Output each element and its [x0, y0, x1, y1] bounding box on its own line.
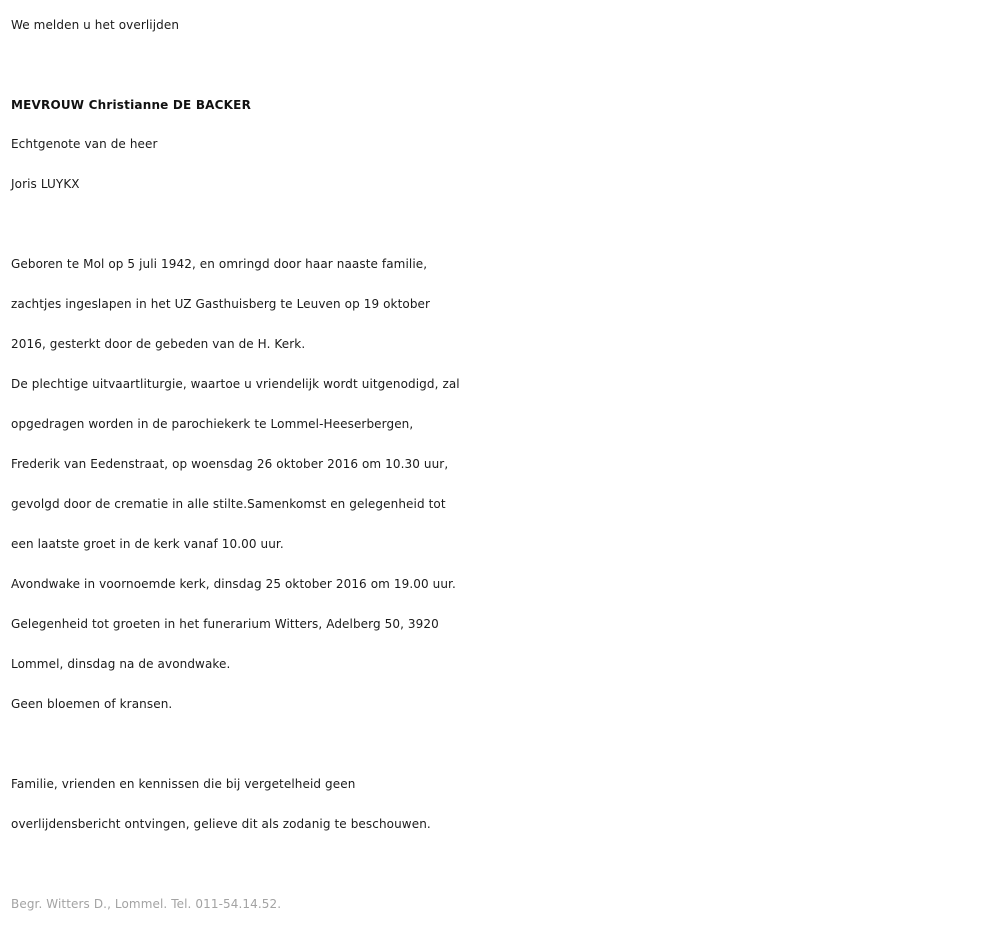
body-line: Frederik van Eedenstraat, op woensdag 26 oktober 2016 om 10.30 uur,	[11, 457, 449, 471]
closing-line: Familie, vrienden en kennissen die bij vergetelheid geen	[11, 777, 356, 791]
notice-body	[11, 244, 996, 724]
spouse-block	[11, 124, 996, 204]
undertaker-footer: Begr. Witters D., Lommel. Tel. 011-54.14.52.	[11, 897, 282, 911]
spacer	[11, 844, 996, 884]
closing-block	[11, 764, 996, 844]
closing-line: overlijdensbericht ontvingen, gelieve dit als zodanig te beschouwen.	[11, 817, 431, 831]
spacer	[11, 724, 996, 764]
body-line: Lommel, dinsdag na de avondwake.	[11, 657, 231, 671]
body-line: opgedragen worden in de parochiekerk te Lommel-Heeserbergen,	[11, 417, 414, 431]
spacer	[11, 204, 996, 244]
intro-text: We melden u het overlijden	[11, 18, 180, 32]
body-line: Gelegenheid tot groeten in het funerarium Witters, Adelberg 50, 3920	[11, 617, 439, 631]
spouse-line: Joris LUYKX	[11, 177, 80, 191]
body-line: gevolgd door de crematie in alle stilte.Samenkomst en gelegenheid tot	[11, 497, 446, 511]
body-line: 2016, gesterkt door de gebeden van de H. Kerk.	[11, 337, 306, 351]
spouse-line: Echtgenote van de heer	[11, 137, 158, 151]
deceased-name: MEVROUW Christianne DE BACKER	[11, 98, 252, 112]
body-line: Geboren te Mol op 5 juli 1942, en omringd door haar naaste familie,	[11, 257, 428, 271]
body-line: De plechtige uitvaartliturgie, waartoe u vriendelijk wordt uitgenodigd, zal	[11, 377, 460, 391]
death-notice	[11, 0, 996, 924]
body-line: een laatste groet in de kerk vanaf 10.00 uur.	[11, 537, 284, 551]
body-line: Avondwake in voornoemde kerk, dinsdag 25 oktober 2016 om 19.00 uur.	[11, 577, 456, 591]
body-line: zachtjes ingeslapen in het UZ Gasthuisberg te Leuven op 19 oktober	[11, 297, 431, 311]
body-line: Geen bloemen of kransen.	[11, 697, 173, 711]
